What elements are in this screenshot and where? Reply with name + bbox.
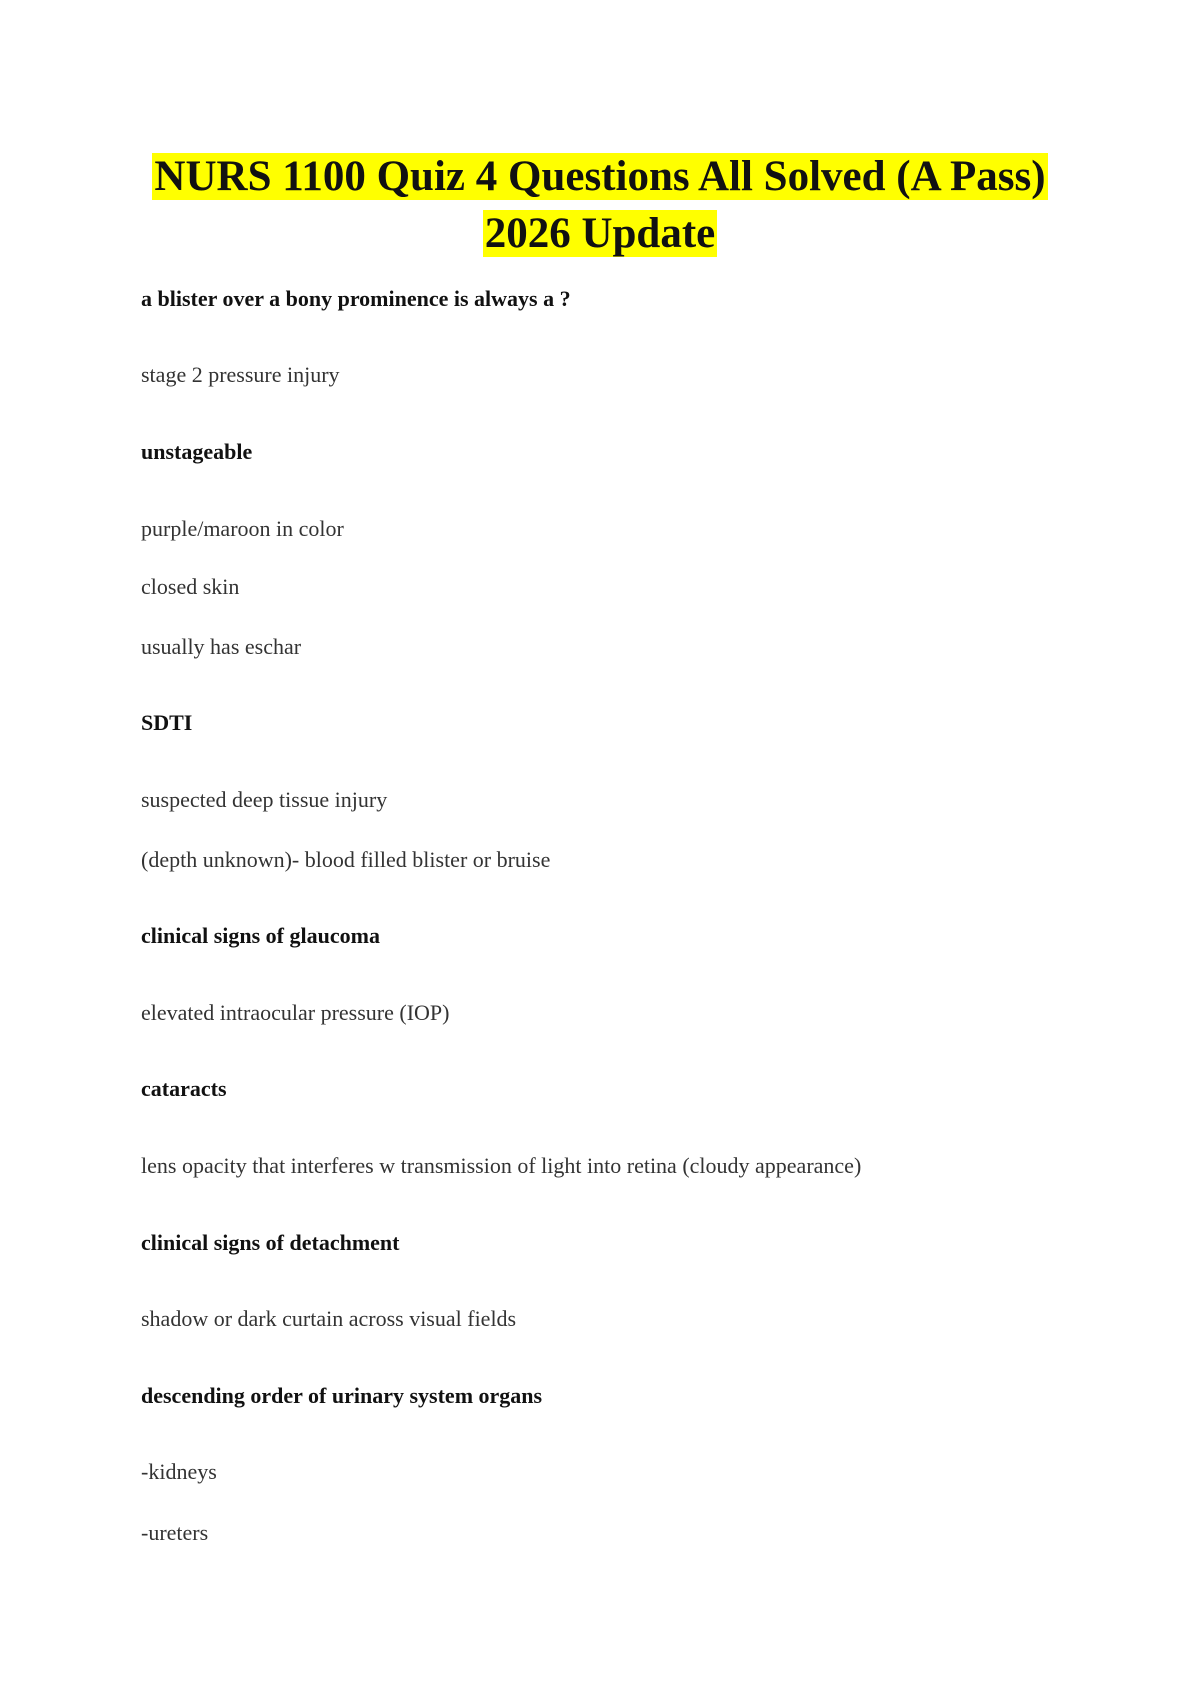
question-text: descending order of urinary system organs xyxy=(141,1383,543,1408)
question-text: clinical signs of detachment xyxy=(141,1230,400,1255)
answer-text: shadow or dark curtain across visual fields xyxy=(141,1306,517,1331)
answer-text: elevated intraocular pressure (IOP) xyxy=(141,1000,450,1025)
title-line-1: NURS 1100 Quiz 4 Questions All Solved (A Pass) xyxy=(154,153,1046,200)
title-line-2: 2026 Update xyxy=(484,210,716,257)
answer-text: (depth unknown)- blood filled blister or bruise xyxy=(141,847,551,872)
question-text: cataracts xyxy=(141,1076,227,1101)
answer-text: stage 2 pressure injury xyxy=(141,362,340,387)
answer-text: -kidneys xyxy=(141,1459,217,1484)
answer-text: closed skin xyxy=(141,574,240,599)
answer-text: purple/maroon in color xyxy=(141,516,344,541)
answer-text: lens opacity that interferes w transmission of light into retina (cloudy appearance) xyxy=(141,1153,862,1178)
question-text: clinical signs of glaucoma xyxy=(141,923,380,948)
page-title xyxy=(0,148,1200,262)
question-text: unstageable xyxy=(141,439,253,464)
question-text: a blister over a bony prominence is always a ? xyxy=(141,286,571,311)
question-text: SDTI xyxy=(141,710,193,735)
answer-text: -ureters xyxy=(141,1520,209,1545)
answer-text: suspected deep tissue injury xyxy=(141,787,388,812)
answer-text: usually has eschar xyxy=(141,634,302,659)
